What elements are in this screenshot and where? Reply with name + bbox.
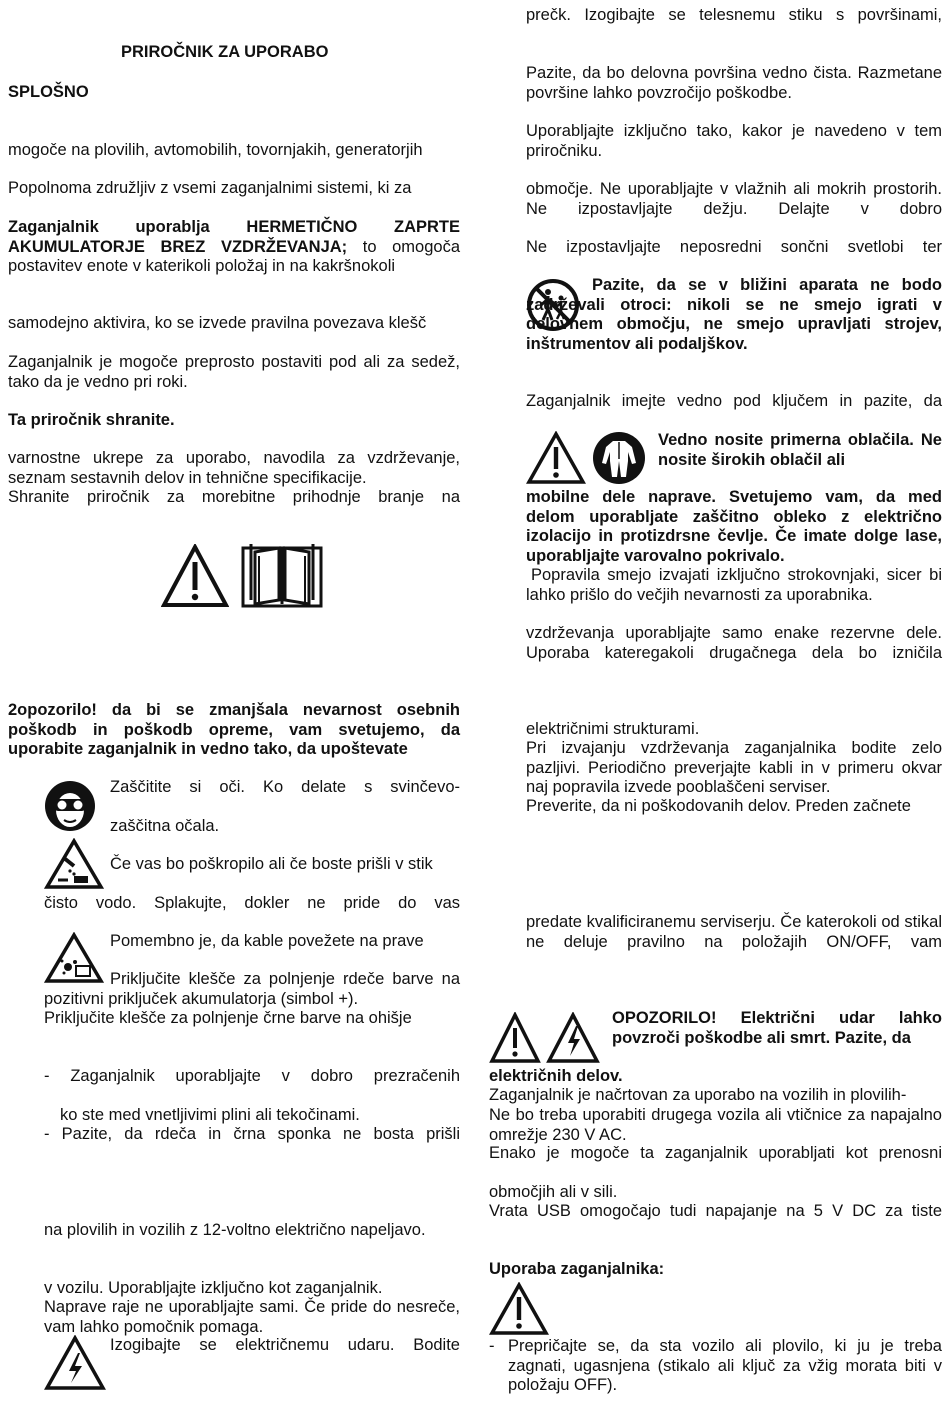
warning-triangle-icon bbox=[161, 544, 229, 608]
goggles-icon bbox=[44, 780, 96, 832]
cable-text-2: Priključite klešče za polnjenje rdeče barve na pozitivni priključek akumulatorja (simbol +). bbox=[44, 970, 460, 1008]
only-starter-text: v vozilu. Uporabljajte izključno kot zaganjalnik. bbox=[44, 1279, 383, 1297]
protective-clothing-icon bbox=[592, 431, 646, 485]
electric-shock-icon bbox=[546, 1012, 600, 1064]
lock-text: Zaganjalnik imejte vedno pod ključem in pazite, da bbox=[526, 392, 942, 410]
no-other-text: Ne bo treba uporabiti drugega vozila ali vtičnice za napajalno omrežje 230 V AC. bbox=[489, 1106, 942, 1144]
warning-triangle-icon bbox=[526, 431, 586, 485]
usb-text: Vrata USB omogočajo tudi napajanje na 5 V DC za tiste bbox=[489, 1202, 942, 1220]
shock-warning: OPOZORILO! Električni udar lahko povzroči poškodbe ali smrt. Pazite, da bbox=[612, 1009, 942, 1047]
designed-text: Zaganjalnik je načrtovan za uporabo na vozilih in plovilih- bbox=[489, 1086, 907, 1104]
cable-text-1: Pomembno je, da kable povežete na prave bbox=[110, 932, 424, 950]
flammable-text: ko ste med vnetljivimi plini ali tekočinami. bbox=[60, 1106, 360, 1124]
paragraph-safety: varnostne ukrepe za uporabo, navodila za vzdrževanje, seznam sestavnih delov in tehnične specifikacije. bbox=[8, 449, 460, 487]
shock-text: Izogibajte se električnemu udaru. Bodite bbox=[110, 1336, 460, 1354]
clothing-warning-1: Vedno nosite primerna oblačila. Ne nosite širokih oblačil ali bbox=[658, 431, 942, 469]
eyes-text-2: zaščitna očala. bbox=[110, 817, 220, 835]
not-alone-text: Naprave raje ne uporabljajte sami. Če pride do nesreče, vam lahko pomočnik pomaga. bbox=[44, 1298, 460, 1336]
section-heading-general: SPLOŠNO bbox=[8, 83, 89, 101]
battery-rest-text: to omogoča postavitev enote v katerikoli položaj in na kakršnokoli bbox=[8, 237, 460, 275]
electric-shock-icon bbox=[44, 1335, 106, 1391]
acid-text-2: čisto vodo. Splakujte, dokler ne pride do vas bbox=[44, 894, 460, 912]
children-warning: Pazite, da se v bližini aparata ne bodo zadrževali otroci: nikoli se ne smejo igrati v delovnem območju, ne smejo upravljati strojev, inštrumentov ali podaljškov. bbox=[526, 276, 942, 353]
paragraph-keep: Shranite priročnik za morebitne prihodnje branje na bbox=[8, 488, 460, 506]
eyes-text-1: Zaščitite si oči. Ko delate s svinčevo- bbox=[110, 778, 460, 796]
repairs-text: Popravila smejo izvajati izključno strokovnjaki, sicer bi lahko prišlo do večjih nevarnosti za uporabnika. bbox=[526, 566, 942, 604]
warning-heading: 2opozorilo! da bi se zmanjšala nevarnost osebnih poškodb in poškodb opreme, vam svetujemo, da uporabite zaganjalnik in vedno tako, da upoštevate bbox=[8, 701, 460, 758]
structures-text: električnimi strukturami. bbox=[526, 720, 700, 738]
areas-text: območjih ali v sili. bbox=[489, 1183, 618, 1201]
usage-heading: Uporaba zaganjalnika: bbox=[489, 1260, 665, 1278]
page-title: PRIROČNIK ZA UPORABO bbox=[121, 43, 329, 61]
sun-text: Ne izpostavljajte neposredni sončni svetlobi ter bbox=[526, 238, 942, 256]
paragraph-vessels: mogoče na plovilih, avtomobilih, tovornjakih, generatorjih bbox=[8, 141, 423, 159]
manual-book-icon bbox=[241, 542, 323, 608]
area-text: območje. Ne uporabljajte v vlažnih ali mokrih prostorih. Ne izpostavljajte dežju. Delajte v dobro bbox=[526, 180, 942, 218]
clothing-warning-2: mobilne dele naprave. Svetujemo vam, da med delom uporabljate zaščitno obleko z električno izolacijo in protizdrsne čevlje. Če imate dolge lase, uporabljajte varovalno pokrivalo. bbox=[526, 488, 942, 565]
battery-bold-text: Zaganjalnik uporablja HERMETIČNO ZAPRTE AKUMULATORJE BREZ VZDRŽEVANJA; bbox=[8, 218, 460, 256]
bullet-clamps: - Pazite, da rdeča in črna sponka ne bosta prišli bbox=[44, 1125, 460, 1143]
warning-triangle-icon bbox=[489, 1012, 541, 1064]
twelve-volt-text: na plovilih in vozilih z 12-voltno električno napeljavo. bbox=[44, 1221, 426, 1239]
paragraph-auto: samodejno aktivira, ko se izvede pravilna povezava klešč bbox=[8, 314, 427, 332]
usage-bullet-dash: - bbox=[489, 1337, 495, 1355]
use-as-text: Uporabljajte izključno tako, kakor je navedeno v tem priročniku. bbox=[526, 122, 942, 160]
spare-parts-text: vzdrževanja uporabljajte samo enake rezervne dele. Uporaba kateregakoli drugačnega dela bo izničila bbox=[526, 624, 942, 662]
electric-parts-text: električnih delov. bbox=[489, 1067, 623, 1085]
acid-text-1: Če vas bo poškropilo ali če boste prišli v stik bbox=[110, 855, 433, 873]
preck-text: prečk. Izogibajte se telesnemu stiku s površinami, bbox=[526, 6, 942, 24]
service-text: predate kvalificiranemu serviserju. Če katerokoli od stikal ne deluje pravilno na položajih ON/OFF, vam bbox=[526, 913, 942, 951]
portable-text: Enako je mogoče ta zaganjalnik uporabljati kot prenosni bbox=[489, 1144, 942, 1162]
warning-triangle-icon bbox=[489, 1282, 549, 1336]
paragraph-battery bbox=[8, 218, 460, 277]
damaged-text: Preverite, da ni poškodovanih delov. Preden začnete bbox=[526, 797, 911, 815]
keep-manual-heading: Ta priročnik shranite. bbox=[8, 411, 175, 429]
bullet-ventilated: - Zaganjalnik uporabljajte v dobro prezračenih bbox=[44, 1067, 460, 1085]
maintenance-text: Pri izvajanju vzdrževanja zaganjalnika bodite zelo pazljivi. Periodično preverjajte kabli in v primeru okvar naj popravila izvede pooblaščeni serviser. bbox=[526, 739, 942, 796]
paragraph-compatible: Popolnoma združljiv z vsemi zaganjalnimi sistemi, ki za bbox=[8, 179, 412, 197]
acid-icon bbox=[44, 838, 104, 890]
clean-text: Pazite, da bo delovna površina vedno čista. Razmetane površine lahko povzročijo poškodbe. bbox=[526, 64, 942, 102]
cable-text-3: Priključite klešče za polnjenje črne barve na ohišje bbox=[44, 1009, 412, 1027]
paragraph-seat: Zaganjalnik je mogoče preprosto postaviti pod ali za sedež, tako da je vedno pri roki. bbox=[8, 353, 460, 391]
usage-bullet-text: Prepričajte se, da sta vozilo ali plovilo, ki ju je treba zagnati, ugasnjena (stikalo ali ključ za vžig morata biti v položaju OFF). bbox=[508, 1337, 942, 1394]
